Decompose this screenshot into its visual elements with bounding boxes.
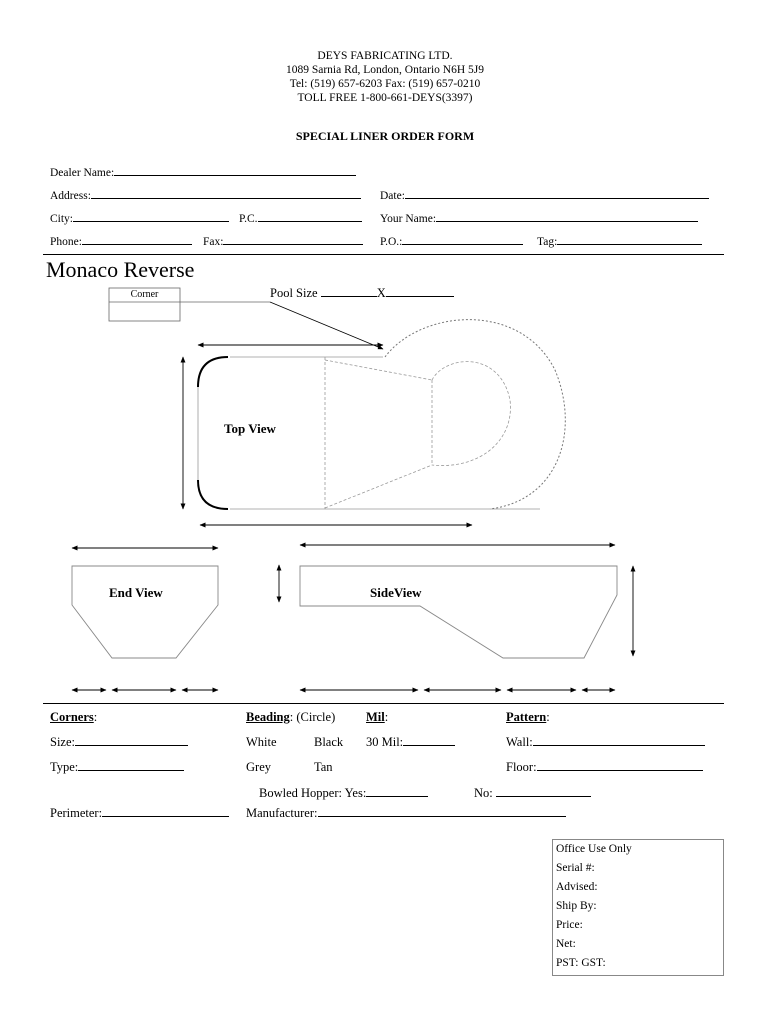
beading-heading: Beading: (Circle) [246,710,336,724]
beading-grey[interactable]: Grey [246,760,271,774]
end-view-shape [72,566,218,658]
net-label: Net: [556,938,576,950]
perimeter-label: Perimeter: [50,806,103,820]
hopper-circle [432,362,510,466]
mil-30-field[interactable] [366,735,455,750]
corner-bottom-left [198,480,228,509]
pool-size-field[interactable] [270,286,454,301]
pool-size-x: X [376,286,386,300]
top-view-label: Top View [224,421,276,436]
price-field[interactable] [556,919,583,931]
side-view-shape [300,566,617,658]
type-label: Type: [50,760,79,774]
pool-size-label: Pool Size [270,286,318,300]
ship-by-label: Ship By: [556,900,597,912]
po-label: P.O.: [380,236,403,248]
mil-heading: Mil: [366,710,389,724]
beading-black[interactable]: Black [314,735,344,749]
bowled-hopper-label: Bowled Hopper: Yes: [259,786,367,800]
serial-field[interactable] [556,862,595,874]
pc-label: P.C. [239,213,258,225]
form-title: SPECIAL LINER ORDER FORM [295,129,475,143]
beading-tan[interactable]: Tan [314,760,333,774]
mil-30-label: 30 Mil: [366,735,404,749]
bowled-hopper-no-field[interactable] [474,786,591,801]
advised-label: Advised: [556,881,598,893]
pool-size-leader [270,302,383,349]
price-label: Price: [556,919,583,931]
wall-field[interactable] [506,735,705,750]
city-label: City: [50,213,74,225]
outer-curve [385,320,565,509]
pst-label: PST: [556,957,579,969]
serial-label: Serial #: [556,862,595,874]
company-tollfree: TOLL FREE 1-800-661-DEYS(3397) [297,92,473,104]
beading-white[interactable]: White [246,735,277,749]
phone-label: Phone: [50,236,82,248]
gst-label: GST: [581,957,606,969]
end-view-label: End View [109,585,163,600]
fax-label: Fax: [203,236,224,248]
bowled-hopper-yes-field[interactable] [259,786,428,801]
size-field[interactable] [50,735,188,750]
dealer-name-label: Dealer Name: [50,167,115,179]
divider-bottom [43,703,724,704]
company-address: 1089 Sarnia Rd, London, Ontario N6H 5J9 [285,64,485,76]
manufacturer-label: Manufacturer: [246,806,318,820]
pattern-heading: Pattern: [506,710,550,724]
manufacturer-field[interactable] [246,806,566,821]
net-field[interactable] [556,938,576,950]
side-view-label: SideView [370,585,422,600]
corners-heading: Corners: [50,710,98,724]
pst-gst-field[interactable] [556,957,606,969]
corner-label: Corner [130,289,159,300]
ship-by-field[interactable] [556,900,597,912]
floor-label: Floor: [506,760,537,774]
office-title: Office Use Only [556,843,632,855]
type-field[interactable] [50,760,184,775]
date-label: Date: [380,190,405,202]
model-name: Monaco Reverse [46,257,195,282]
no-label: No: [474,786,493,800]
size-label: Size: [50,735,75,749]
address-label: Address: [50,190,91,202]
your-name-label: Your Name: [380,213,437,225]
tag-label: Tag: [537,236,558,248]
company-name: DEYS FABRICATING LTD. [317,50,453,62]
floor-field[interactable] [506,760,703,775]
office-use-box [552,839,724,976]
corner-top-left [198,357,228,387]
advised-field[interactable] [556,881,598,893]
wall-label: Wall: [506,735,533,749]
company-phone: Tel: (519) 657-6203 Fax: (519) 657-0210 [289,78,481,90]
perimeter-field[interactable] [50,806,229,821]
